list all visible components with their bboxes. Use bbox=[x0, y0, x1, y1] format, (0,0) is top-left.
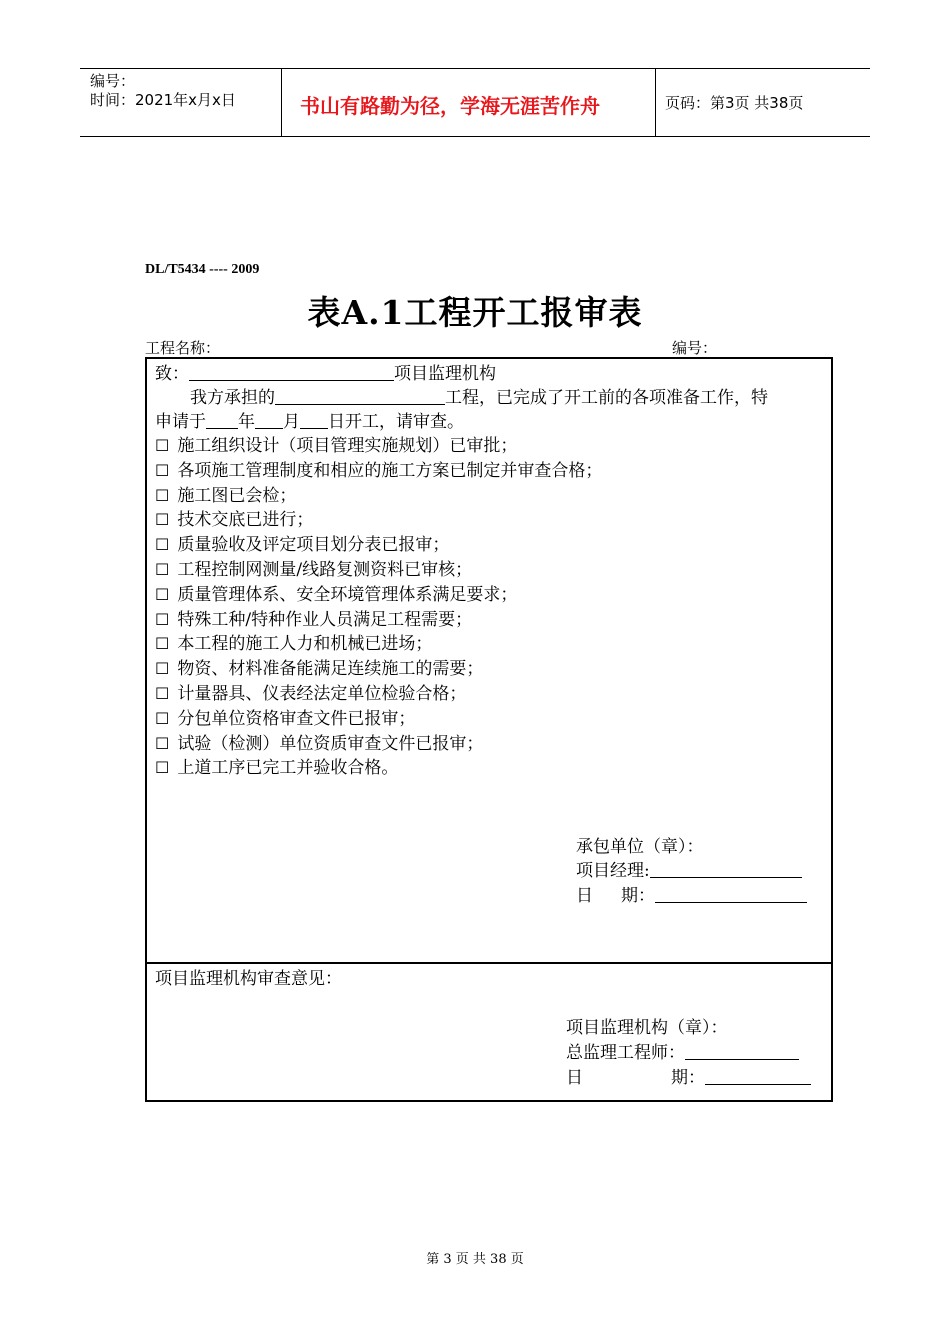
page-footer: 第 3 页 共 38 页 bbox=[426, 1252, 524, 1267]
checklist-item[interactable] bbox=[155, 732, 602, 757]
checkbox-icon[interactable]: ☐ bbox=[155, 559, 170, 579]
checkbox-icon[interactable]: ☐ bbox=[155, 584, 170, 604]
day-suffix: 日开工，请审查。 bbox=[328, 412, 464, 432]
chief-engineer-row bbox=[566, 1041, 799, 1065]
header-divider-left bbox=[281, 68, 282, 136]
checklist-item-label: 物资、材料准备能满足连续施工的需要； bbox=[177, 659, 484, 680]
checklist-item[interactable] bbox=[155, 707, 602, 732]
checklist-item[interactable] bbox=[155, 657, 602, 682]
statement-line-1 bbox=[190, 386, 768, 411]
checkbox-icon[interactable]: ☐ bbox=[155, 733, 170, 753]
checkbox-icon[interactable]: ☐ bbox=[155, 659, 170, 679]
date-label-day: 日 bbox=[576, 886, 593, 906]
page-title: 表A.1工程开工报审表 bbox=[307, 293, 643, 332]
supervisor-date-row bbox=[566, 1066, 811, 1090]
checklist-item-label: 质量验收及评定项目划分表已报审； bbox=[177, 535, 450, 556]
addressee-suffix: 项目监理机构 bbox=[394, 364, 496, 384]
header-code-label: 编号： bbox=[90, 72, 136, 90]
project-manager-label: 项目经理: bbox=[576, 861, 650, 881]
date2-label-period: 期： bbox=[671, 1068, 705, 1088]
project-name-blank[interactable] bbox=[275, 386, 445, 405]
review-opinion-title: 项目监理机构审查意见： bbox=[155, 969, 342, 989]
header-divider-right bbox=[655, 68, 656, 136]
contractor-date-blank[interactable] bbox=[655, 884, 807, 903]
checklist-item[interactable] bbox=[155, 608, 602, 633]
checklist-item[interactable] bbox=[155, 632, 602, 657]
supervisor-date-blank[interactable] bbox=[705, 1066, 811, 1085]
checklist-item-label: 特殊工种/特种作业人员满足工程需要； bbox=[177, 609, 473, 630]
checklist-item-label: 分包单位资格审查文件已报审； bbox=[177, 708, 416, 729]
checklist-item-label: 各项施工管理制度和相应的施工方案已制定并审查合格； bbox=[177, 460, 603, 481]
checklist-item-label: 计量器具、仪表经法定单位检验合格； bbox=[177, 683, 467, 704]
year-blank[interactable] bbox=[206, 410, 238, 429]
month-blank[interactable] bbox=[255, 410, 283, 429]
checklist-item-label: 试验（检测）单位资质审查文件已报审； bbox=[177, 733, 484, 754]
statement-suffix: 工程，已完成了开工前的各项准备工作，特 bbox=[445, 388, 768, 408]
checklist-item-label: 上道工序已完工并验收合格。 bbox=[177, 758, 399, 779]
checklist-item[interactable] bbox=[155, 484, 602, 509]
number-label: 编号： bbox=[672, 339, 718, 357]
checklist-item[interactable] bbox=[155, 434, 602, 459]
form-section-divider bbox=[145, 962, 833, 964]
year-text: 年 bbox=[238, 412, 255, 432]
checklist-item-label: 质量管理体系、安全环境管理体系满足要求； bbox=[177, 584, 518, 605]
header-top-border bbox=[80, 68, 870, 69]
chief-engineer-blank[interactable] bbox=[685, 1041, 799, 1060]
statement-line-2 bbox=[155, 410, 464, 435]
checklist-item-label: 施工图已会检； bbox=[177, 485, 297, 506]
checklist-item-label: 工程控制网测量/线路复测资料已审核； bbox=[177, 559, 473, 580]
standard-code: DL/T5434 ---- 2009 bbox=[145, 262, 260, 277]
checklist-item[interactable] bbox=[155, 756, 602, 781]
project-name-label: 工程名称： bbox=[145, 339, 221, 357]
addressee-line bbox=[155, 362, 496, 387]
readiness-checklist bbox=[155, 434, 602, 781]
checklist-item[interactable] bbox=[155, 533, 602, 558]
date2-label-day: 日 bbox=[566, 1068, 583, 1088]
addressee-blank[interactable] bbox=[189, 362, 394, 381]
checkbox-icon[interactable]: ☐ bbox=[155, 609, 170, 629]
day-blank[interactable] bbox=[300, 410, 328, 429]
header-time-label: 时间：2021年x月x日 bbox=[90, 91, 236, 109]
checkbox-icon[interactable]: ☐ bbox=[155, 634, 170, 654]
project-manager-blank[interactable] bbox=[650, 859, 802, 878]
header-bottom-border bbox=[80, 136, 870, 137]
checkbox-icon[interactable]: ☐ bbox=[155, 758, 170, 778]
header-page-info: 页码：第3页 共38页 bbox=[665, 94, 804, 112]
checkbox-icon[interactable]: ☐ bbox=[155, 436, 170, 455]
checklist-item-label: 施工组织设计（项目管理实施规划）已审批； bbox=[177, 436, 518, 456]
checklist-item[interactable] bbox=[155, 682, 602, 707]
checkbox-icon[interactable]: ☐ bbox=[155, 708, 170, 728]
supervisor-seal-label: 项目监理机构（章）： bbox=[566, 1018, 728, 1038]
checklist-item[interactable] bbox=[155, 459, 602, 484]
header-motto: 书山有路勤为径，学海无涯苦作舟 bbox=[300, 94, 600, 118]
checkbox-icon[interactable]: ☐ bbox=[155, 535, 170, 555]
chief-engineer-label: 总监理工程师： bbox=[566, 1043, 685, 1063]
addressee-prefix: 致： bbox=[155, 364, 189, 384]
checklist-item-label: 本工程的施工人力和机械已进场； bbox=[177, 634, 433, 655]
project-manager-row bbox=[576, 859, 802, 883]
month-text: 月 bbox=[283, 412, 300, 432]
checkbox-icon[interactable]: ☐ bbox=[155, 485, 170, 505]
checkbox-icon[interactable]: ☐ bbox=[155, 510, 170, 530]
checklist-item[interactable] bbox=[155, 558, 602, 583]
contractor-seal-label: 承包单位（章）： bbox=[576, 837, 704, 857]
checklist-item[interactable] bbox=[155, 583, 602, 608]
checkbox-icon[interactable]: ☐ bbox=[155, 460, 170, 480]
checklist-item[interactable] bbox=[155, 508, 602, 533]
contractor-date-row bbox=[576, 884, 807, 908]
apply-prefix: 申请于 bbox=[155, 412, 206, 432]
date-label-period: 期： bbox=[621, 886, 655, 906]
statement-prefix: 我方承担的 bbox=[190, 388, 275, 408]
checkbox-icon[interactable]: ☐ bbox=[155, 683, 170, 703]
checklist-item-label: 技术交底已进行； bbox=[177, 510, 314, 531]
